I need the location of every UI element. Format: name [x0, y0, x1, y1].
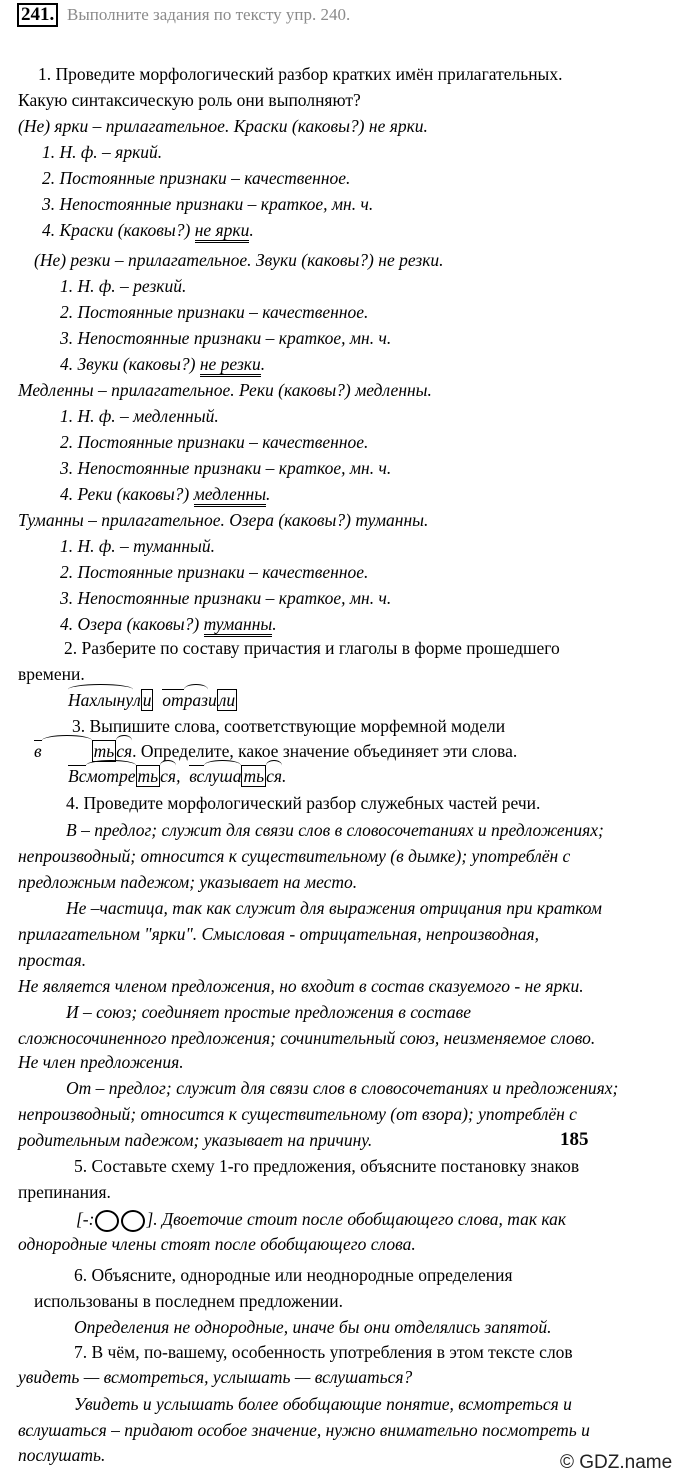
answer-line: 2. Постоянные признаки – качественное. [42, 168, 351, 188]
answer-words [68, 766, 286, 786]
task-7-cont: увидеть — всмотреться, услышать — вслушаться? [18, 1367, 413, 1387]
answer-line: 1. Н. ф. – туманный. [60, 536, 215, 556]
task-1: 1. Проведите морфологический разбор кратких имён прилагательных. [38, 64, 563, 84]
scheme-close: ]. [146, 1209, 158, 1229]
ending: ть [137, 766, 159, 786]
answer-line: От – предлог; служит для связи слов в словосочетаниях и предложениях; [66, 1078, 619, 1098]
answer-line: 1. Н. ф. – резкий. [60, 276, 187, 296]
answer-line: Увидеть и услышать более обобщающие понятие, всмотреться и [74, 1394, 572, 1414]
text: 4. Звуки (каковы?) [60, 354, 200, 374]
answer-line: Не является членом предложения, но входит в состав сказуемого - не ярки. [18, 976, 584, 996]
prefix: Вс [68, 766, 87, 786]
answer-line: прилагательном "ярки". Смысловая - отрицательная, непроизводная, [18, 924, 539, 944]
morpheme-parse [68, 690, 237, 710]
text: 4. Озера (каковы?) [60, 614, 204, 634]
task-4: 4. Проведите морфологический разбор служебных частей речи. [66, 793, 541, 813]
answer-line: И – союз; соединяет простые предложения в составе [66, 1002, 472, 1022]
period: . [281, 766, 287, 786]
answer-line: 2. Постоянные признаки – качественное. [60, 562, 369, 582]
answer-line: Не –частица, так как служит для выражения отрицания при кратком [66, 898, 602, 918]
task-5: 5. Составьте схему 1-го предложения, объясните постановку знаков [74, 1156, 580, 1176]
answer-line: вслушаться – придают особое значение, нужно внимательно посмотреть и [18, 1420, 590, 1440]
answer-line: В – предлог; служит для связи слов в словосочетаниях и предложениях; [66, 820, 604, 840]
task-3: 3. Выпишите слова, соответствующие морфемной модели [72, 716, 506, 736]
watermark: © GDZ.name [560, 1452, 673, 1473]
suffix: и [207, 690, 217, 710]
answer-line: послушать. [18, 1445, 106, 1465]
answer-line: 4. Краски (каковы?) не ярки. [42, 220, 254, 240]
answer-line: предложным падежом; указывает на место. [18, 872, 358, 892]
answer-line: 4. Озера (каковы?) туманны. [60, 614, 277, 634]
root: раз [183, 690, 208, 710]
task-1-cont: Какую синтаксическую роль они выполняют? [18, 90, 361, 110]
task-2: 2. Разберите по составу причастия и глаголы в форме прошедшего [64, 638, 560, 658]
answer-line: Не член предложения. [18, 1052, 184, 1072]
text: 4. Краски (каковы?) [42, 220, 195, 240]
scheme-open: [-: [76, 1209, 95, 1229]
postfix: ся [266, 766, 282, 786]
postfix: ся [116, 741, 133, 761]
predicate-underline: не резки [200, 354, 261, 377]
task-6-cont: использованы в последнем предложении. [34, 1291, 344, 1311]
ending: и [142, 690, 152, 710]
sentence-scheme [76, 1209, 566, 1232]
answer-line: 4. Реки (каковы?) медленны. [60, 484, 270, 504]
answer-line: 2. Постоянные признаки – качественное. [60, 432, 369, 452]
answer-line: Туманны – прилагательное. Озера (каковы?) туманны. [18, 510, 429, 530]
predicate-underline: туманны [204, 614, 273, 637]
answer-line: Медленны – прилагательное. Реки (каковы?) медленны. [18, 380, 432, 400]
task-3-cont [34, 741, 517, 761]
suffix: л [133, 690, 141, 710]
answer-line: (Не) резки – прилагательное. Звуки (каковы?) не резки. [34, 250, 444, 270]
answer-line: 3. Непостоянные признаки – краткое, мн. ч. [60, 588, 392, 608]
answer-line: непроизводный; относится к существительному (в дымке); употреблён с [18, 846, 571, 866]
text: . Определите, какое значение объединяет эти слова. [132, 741, 518, 761]
answer-line: 3. Непостоянные признаки – краткое, мн. ч. [42, 194, 374, 214]
homogeneous-member-circle [121, 1210, 145, 1232]
homogeneous-member-circle [95, 1210, 119, 1232]
root-arc [42, 741, 92, 761]
ending: ли [218, 690, 236, 710]
ending: ть [93, 741, 115, 761]
answer-line: Определения не однородные, иначе бы они отделялись запятой. [74, 1317, 552, 1337]
answer-line: 4. Звуки (каковы?) не резки. [60, 354, 265, 374]
answer-line: сложносочиненного предложения; сочинительный союз, неизменяемое слово. [18, 1028, 596, 1048]
answer-line: однородные члены стоят после обобщающего слова. [18, 1234, 416, 1254]
ending: ть [243, 766, 265, 786]
answer-line: родительным падежом; указывает на причину. [18, 1130, 373, 1150]
text: Двоеточие стоит после обобщающего слова, так как [157, 1209, 567, 1229]
prefix: от [162, 690, 184, 710]
predicate-underline: не ярки [195, 220, 250, 243]
task-5-cont: препинания. [18, 1182, 111, 1202]
answer-line: 3. Непостоянные признаки – краткое, мн. ч. [60, 328, 392, 348]
answer-line: 2. Постоянные признаки – качественное. [60, 302, 369, 322]
exercise-title: Выполните задания по тексту упр. 240. [67, 5, 351, 24]
answer-line: 1. Н. ф. – яркий. [42, 142, 163, 162]
root: луша [204, 766, 242, 786]
answer-line: 1. Н. ф. – медленный. [60, 406, 219, 426]
task-6: 6. Объясните, однородные или неоднородные определения [74, 1265, 513, 1285]
separator: , [176, 766, 185, 786]
text: 4. Реки (каковы?) [60, 484, 194, 504]
answer-line: 3. Непостоянные признаки – краткое, мн. ч. [60, 458, 392, 478]
root: Нахлыну [68, 690, 134, 710]
prefix: вс [189, 766, 205, 786]
answer-line: (Не) ярки – прилагательное. Краски (каковы?) не ярки. [18, 116, 428, 136]
exercise-number: 241. [17, 3, 58, 27]
task-7: 7. В чём, по-вашему, особенность употребления в этом тексте слов [74, 1342, 573, 1362]
prefix: в [34, 741, 42, 761]
postfix: ся [160, 766, 177, 786]
task-2-cont: времени. [18, 664, 85, 684]
root: мотре [86, 766, 136, 786]
page-number: 185 [560, 1129, 589, 1150]
answer-line: непроизводный; относится к существительному (от взора); употреблён с [18, 1104, 577, 1124]
predicate-underline: медленны [194, 484, 266, 507]
answer-line: простая. [18, 950, 87, 970]
